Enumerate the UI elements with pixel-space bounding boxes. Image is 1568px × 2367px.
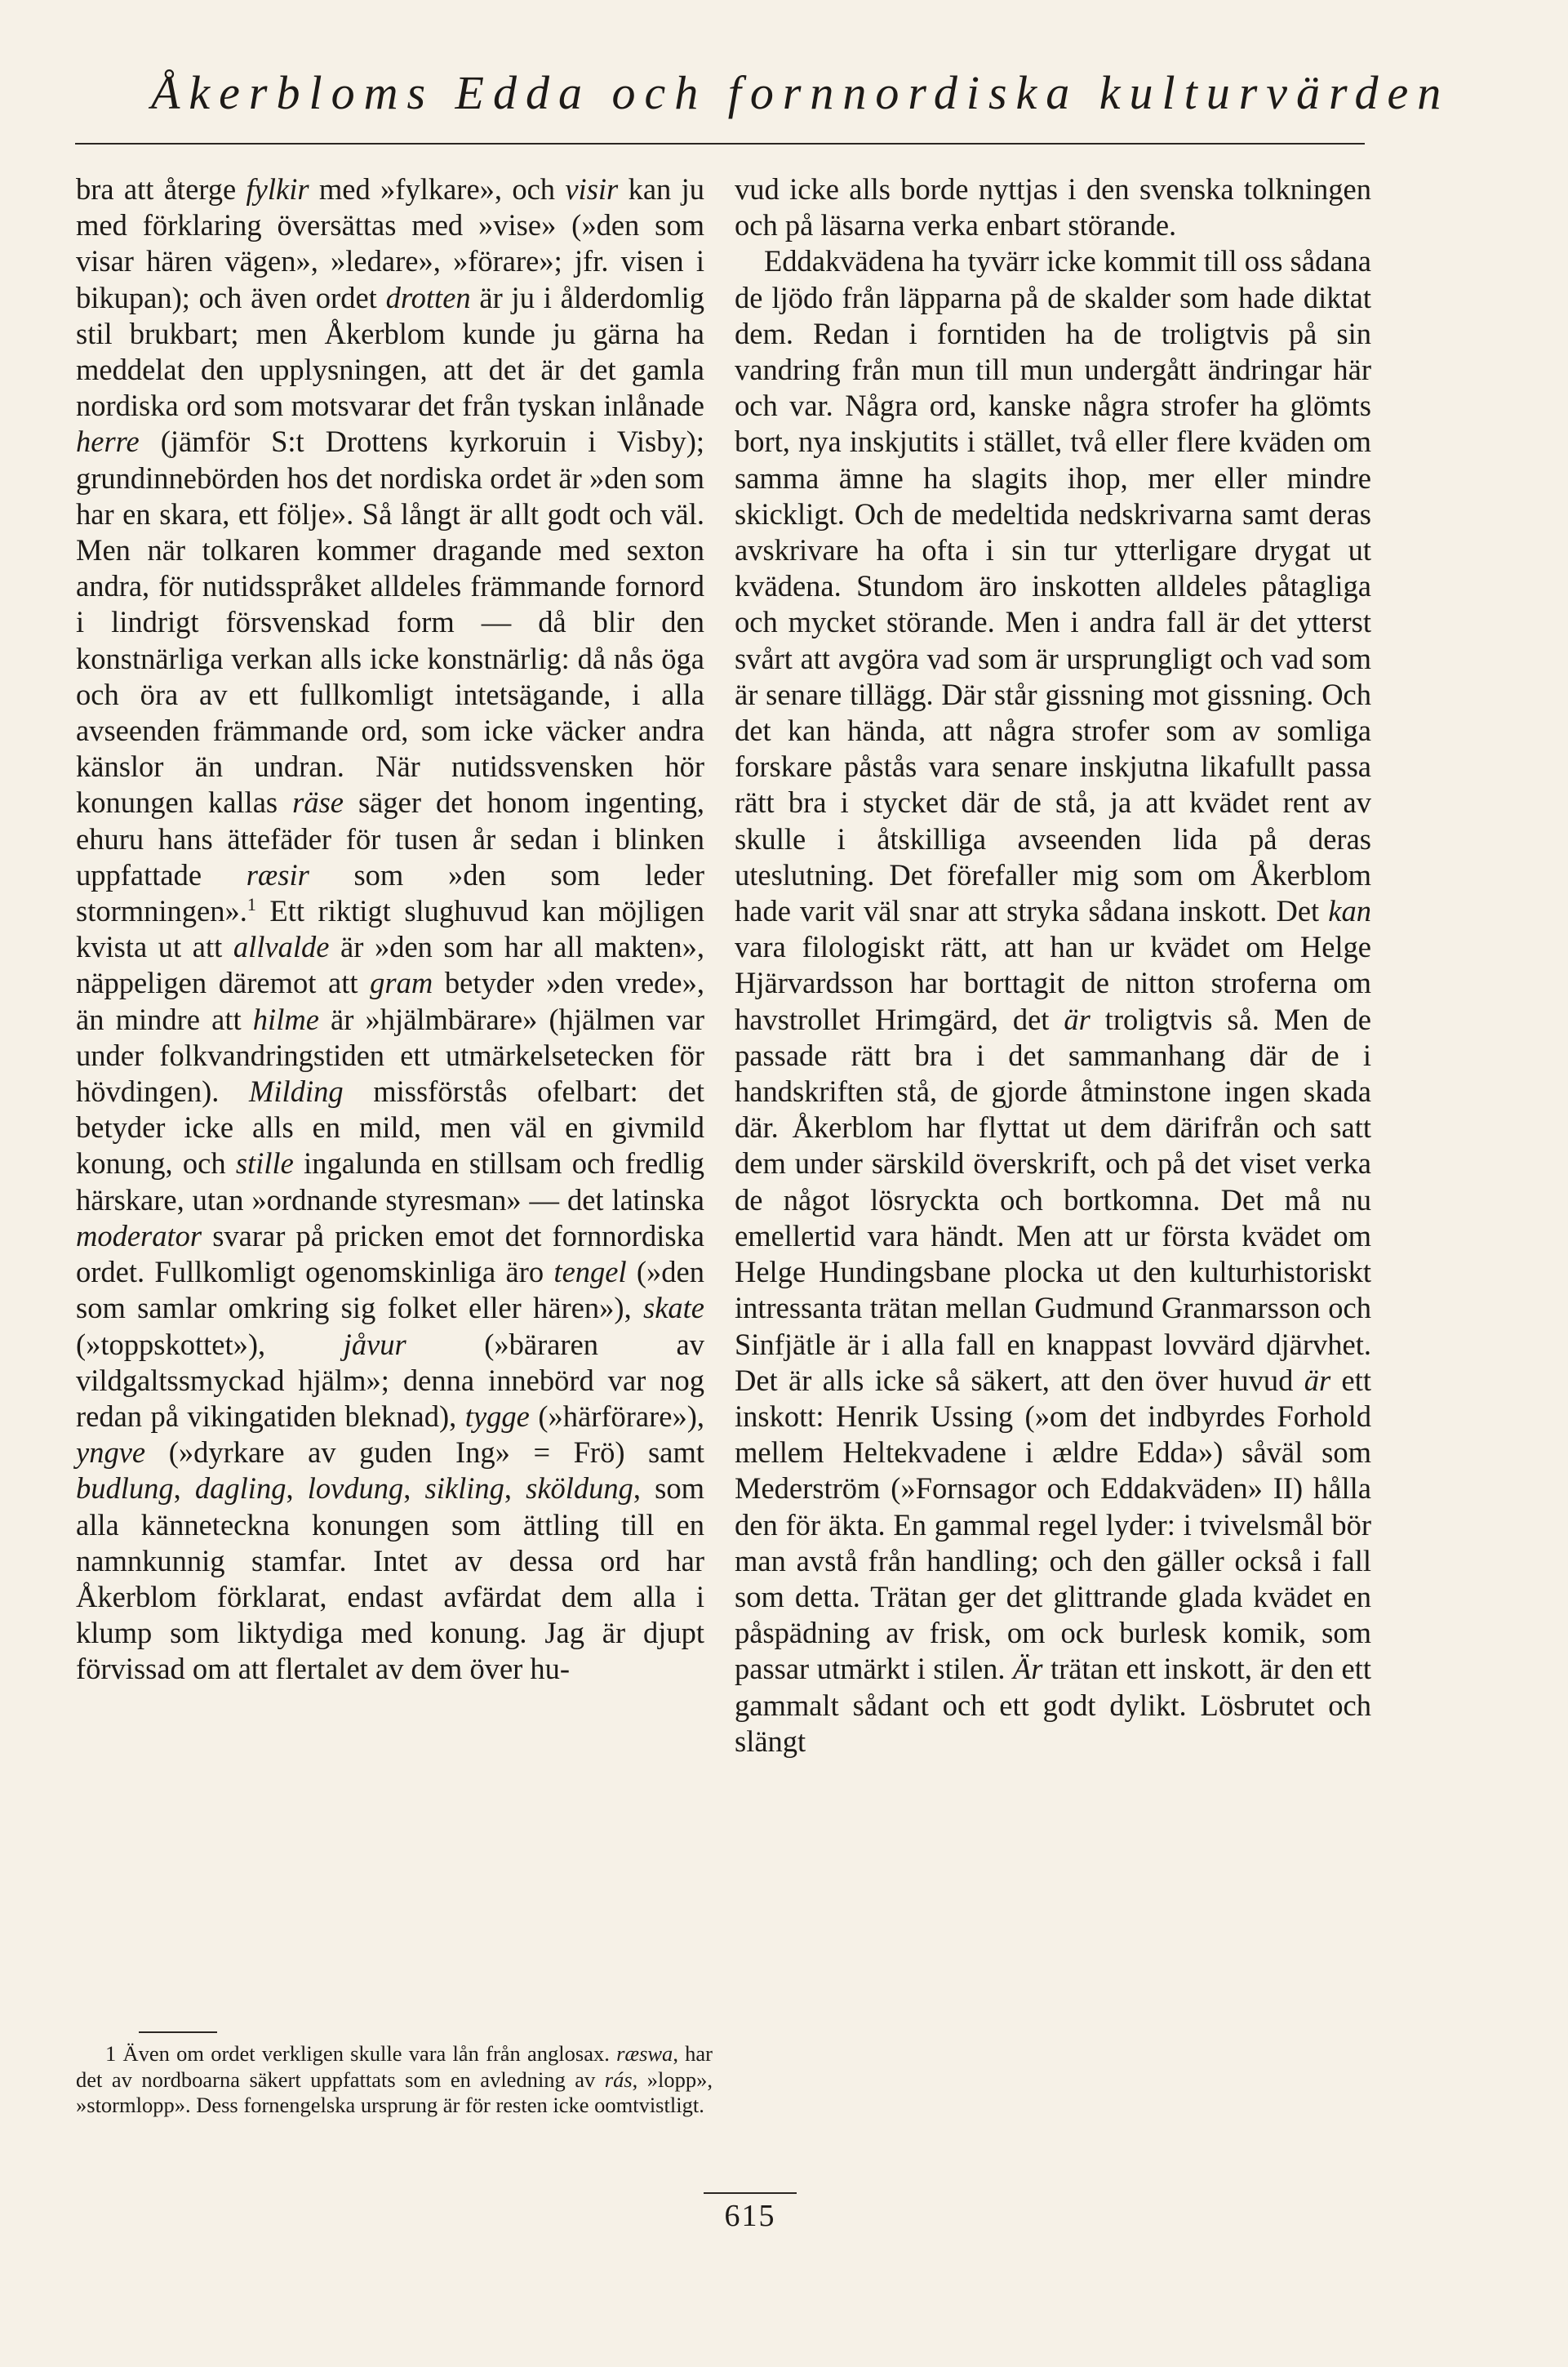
- right-column: [735, 171, 1371, 1760]
- term-rase: räse: [292, 785, 344, 820]
- term-herre: herre: [76, 425, 140, 459]
- footnote: 1 Även om ordet verkligen skulle vara lån från anglosax. ræswa, har det av nordboarna säkert uppfattats som en avledning av rás, »lopp», »stormlopp». Dess fornengelska ursprung är för resten icke oomtvistligt.: [76, 2041, 713, 2117]
- term-sikling: sikling: [424, 1471, 504, 1506]
- footnote-number: 1: [105, 2041, 117, 2066]
- term-visir: visir: [565, 172, 619, 206]
- page-number-rule: [704, 2192, 797, 2194]
- term-milding: Milding: [249, 1074, 344, 1109]
- term-fylkir: fylkir: [246, 172, 309, 206]
- term-kan: kan: [1328, 894, 1371, 928]
- left-column: [76, 171, 704, 1688]
- right-paragraph-2: Eddakvädena ha tyvärr icke kommit till oss sådana de ljödo från läpparna på de skalder som hade diktat dem. Redan i forntiden ha de troligtvis på sin vandring från mun till mun undergått ändringar här och var. Några ord, kanske några strofer ha glömts bort, nya inskjutits i stället, två eller flere kväden om samma ämne ha slagits ihop, mer eller mindre skickligt. Och de medeltida nedskrivarna samt deras avskrivare ha ofta i sin tur ytterligare drygat ut kvädena. Stundom äro inskotten alldeles påtagliga och mycket störande. Men i andra fall är det ytterst svårt att avgöra vad som är ursprungligt och vad som är senare tillägg. Där står gissning mot gissning. Och det kan hända, att några strofer som av somliga forskare påstås vara senare inskjutna likafullt passa rätt bra i stycket där de stå, ja att kvädet rent av skulle i åtskilliga avseenden lida på deras uteslutning. Det förefaller mig som om Åkerblom hade varit väl snar att stryka sådana inskott. Det kan vara filologiskt rätt, att han ur kvädet om Helge Hjärvardsson har borttagit de nitton stroferna om havstrollet Hrimgärd, det är troligtvis så. Men de passade rätt bra i det sammanhang där de i handskriften stå, de gjorde åtminstone ingen skada där. Åkerblom har flyttat ut dem därifrån och satt dem under särskild överskrift, och på det viset verka de något lösryckta och bortkomna. Det må nu emellertid vara händt. Men att ur första kvädet om Helge Hundingsbane plocka ut den kulturhistoriskt intressanta trätan mellan Gudmund Granmarsson och Sinfjätle är i alla fall en knappast lovvärd djärvhet. Det är alls icke så säkert, att den över huvud är ett inskott: Henrik Ussing (»om det indbyrdes Forhold mellem Heltekvadene i ældre Edda») såväl som Mederström (»Fornsagor och Eddakväden» II) hålla den för äkta. En gammal regel lyder: i tvivelsmål bör man avstå från handling; och den gäller också i fall som detta. Trätan ger det glittrande glada kvädet en påspädning av frisk, om ock burlesk komik, som passar utmärkt i stilen. Är trätan ett inskott, är den ett gammalt sådant och ett godt dylikt. Lösbrutet och slängt: [735, 244, 1372, 1758]
- term-skoldung: sköldung: [526, 1471, 633, 1506]
- term-hilme: hilme: [252, 1002, 319, 1036]
- running-header: Åkerbloms Edda och fornnordiska kulturvärden: [151, 66, 1450, 119]
- term-budlung: budlung: [76, 1471, 174, 1506]
- page-number: 615: [724, 2199, 776, 2233]
- right-paragraph-1: vud icke alls borde nyttjas i den svenska tolkningen och på läsarna verka enbart störande.: [735, 172, 1371, 242]
- term-moderator: moderator: [76, 1218, 202, 1252]
- term-skate: skate: [643, 1291, 704, 1325]
- term-allvalde: allvalde: [233, 930, 330, 964]
- term-ar: är: [1064, 1002, 1090, 1036]
- term-ar-2: är: [1304, 1363, 1331, 1397]
- term-dagling: dagling: [194, 1471, 287, 1506]
- term-raesir: ræsir: [246, 857, 309, 892]
- term-yngve: yngve: [76, 1435, 146, 1470]
- term-drotten: drotten: [385, 280, 471, 314]
- term-lovdung: lovdung: [307, 1471, 404, 1506]
- term-ras: rás: [604, 2067, 633, 2092]
- left-paragraph: bra att återge fylkir med »fylkare», och visir kan ju med förklaring översättas med »vise» (»den som visar hären vägen», »ledare», »förare»; jfr. visen i bikupan); och även ordet drotten är ju i ålderdomlig stil brukbart; men Åkerblom kunde ju gärna ha meddelat den upplysningen, att det är det gamla nordiska ord som motsvarar det från tyskan inlånade herre (jämför S:t Drottens kyrkoruin i Visby); grundinnebörden hos det nordiska ordet är »den som har en skara, ett följe». Så långt är allt godt och väl. Men när tolkaren kommer dragande med sexton andra, för nutidsspråket alldeles främmande fornord i lindrigt försvenskad form — då blir den konstnärliga verkan alls icke konstnärlig: då nås öga och öra av ett fullkomligt intetsägande, i alla avseenden främmande ord, som icke väcker andra känslor än undran. När nutidssvensken hör konungen kallas räse säger det honom ingenting, ehuru hans ättefäder för tusen år sedan i blinken uppfattade ræsir som »den som leder stormningen».$^1$ Ett riktigt slughuvud kan möjligen kvista ut att allvalde är »den som har all makten», näppeligen däremot att gram betyder »den vrede», än mindre att hilme är »hjälmbärare» (hjälmen var under folkvandringstiden ett utmärkelsetecken för hövdingen). Milding missförstås ofelbart: det betyder icke alls en mild, men väl en givmild konung, och stille ingalunda en stillsam och fredlig härskare, utan »ordnande styresman» — det latinska moderator svarar på pricken emot det fornnordiska ordet. Fullkomligt ogenomskinliga äro tengel (»den som samlar omkring sig folket eller hären»), skate (»toppskottet»), jåvur (»bäraren av vildgaltssmyckad hjälm»; denna innebörd var nog redan på vikingatiden bleknad), tygge (»härförare»), yngve (»dyrkare av guden Ing» = Frö) samt budlung, dagling, lovdung, sikling, sköldung, som alla känneteckna konungen som ättling till en namnkunnig stamfar. Intet av dessa ord har Åkerblom förklarat, endast avfärdat dem alla i klump som liktydiga med konung. Jag är djupt förvissad om att flertalet av dem över hu-: [76, 172, 705, 1686]
- term-raeswa: ræswa: [616, 2041, 673, 2066]
- term-Ar: Är: [1013, 1652, 1043, 1686]
- term-gram: gram: [370, 966, 433, 1000]
- footnote-rule: [139, 2031, 217, 2033]
- term-tengel: tengel: [553, 1255, 627, 1289]
- footnote-ref: 1: [247, 893, 256, 914]
- term-stille: stille: [235, 1146, 294, 1181]
- term-tygge: tygge: [464, 1399, 530, 1433]
- header-rule: [75, 143, 1365, 145]
- term-javur: jåvur: [343, 1327, 406, 1361]
